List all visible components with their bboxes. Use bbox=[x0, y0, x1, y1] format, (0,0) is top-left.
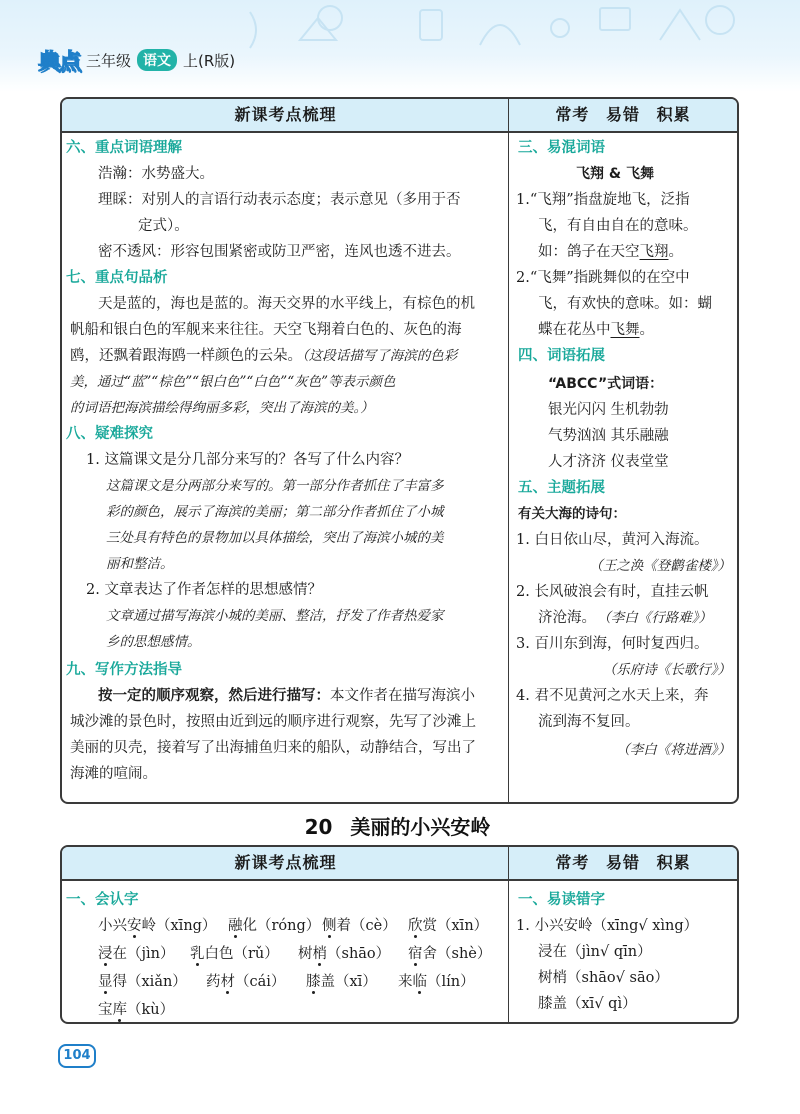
target-char: 宿 bbox=[408, 946, 423, 962]
section-9-title: 九、写作方法指导 bbox=[66, 662, 182, 678]
poem-source: （王之涣《登鹳雀楼》） bbox=[589, 558, 731, 574]
poem-line: 1. 白日依山尽，黄河入海流。 bbox=[516, 532, 709, 548]
poem-source: （乐府诗《长歌行》） bbox=[602, 662, 731, 678]
underlined-word: 飞翔 bbox=[639, 244, 669, 260]
text-span: 来 bbox=[398, 974, 413, 990]
text-span: 着（cè） bbox=[336, 918, 397, 934]
text-span: （lín） bbox=[427, 974, 475, 990]
text-span: 化（róng） bbox=[242, 918, 321, 934]
text-span: （shāo） bbox=[327, 946, 391, 962]
target-char: 材 bbox=[220, 974, 235, 990]
section-8-title: 八、疑难探究 bbox=[66, 426, 153, 442]
text-line: 理睬：对别人的言语行动表示态度；表示意见（多用于否 bbox=[98, 192, 461, 208]
target-char: 临 bbox=[412, 974, 427, 990]
target-char: 乳 bbox=[190, 946, 205, 962]
section-3-title: 三、易混词语 bbox=[518, 140, 605, 156]
text-span: 。 bbox=[668, 244, 683, 260]
word-row: 人才济济 仪表堂堂 bbox=[548, 454, 669, 470]
word-row: 银光闪闪 生机勃勃 bbox=[548, 402, 669, 418]
char-item bbox=[98, 915, 216, 937]
text-span: 宝 bbox=[98, 1002, 113, 1018]
word-row: 气势汹汹 其乐融融 bbox=[548, 428, 669, 444]
panel-header bbox=[62, 99, 737, 133]
lesson-number: 20 bbox=[304, 815, 333, 839]
annotation-line: 美，通过“蓝”“棕色”“银白色”“白色”“灰色”等表示颜色 bbox=[70, 374, 396, 390]
section-1-title: 一、会认字 bbox=[66, 892, 139, 908]
question-line: 2. 文章表达了作者怎样的思想感情？ bbox=[86, 582, 322, 598]
question-line: 1. 这篇课文是分几部分来写的？各写了什么内容？ bbox=[86, 452, 409, 468]
poem-source: （李白《行路难》） bbox=[604, 610, 712, 626]
right-column-title: 常考 易错 积累 bbox=[555, 853, 691, 872]
left-column-title: 新课考点梳理 bbox=[234, 105, 337, 124]
poem-line: 4. 君不见黄河之水天上来，奔 bbox=[516, 688, 709, 704]
lesson-name: 美丽的小兴安岭 bbox=[350, 815, 491, 839]
target-char: 欣 bbox=[408, 918, 423, 934]
section-5-title: 五、主题拓展 bbox=[518, 480, 605, 496]
section-6-title: 六、重点词语理解 bbox=[66, 140, 182, 156]
pronunciation-line: 浸在（jìn√ qīn） bbox=[538, 944, 652, 960]
char-item bbox=[98, 943, 174, 965]
column-divider bbox=[508, 847, 509, 1022]
section-7-title: 七、重点句品析 bbox=[66, 270, 168, 286]
char-item bbox=[408, 915, 488, 937]
text-line: 帆船和银白色的军舰来来往往。天空飞翔着白色的、灰色的海 bbox=[70, 322, 462, 338]
char-item bbox=[398, 971, 475, 993]
text-span: （kù） bbox=[127, 1002, 175, 1018]
text-line bbox=[70, 345, 457, 367]
text-span: 。 bbox=[639, 322, 654, 338]
annotation-text: （这段话描写了海滨的色彩 bbox=[302, 348, 458, 364]
poem-source: （李白《将进酒》） bbox=[616, 742, 731, 758]
lesson-19-panel bbox=[60, 97, 739, 804]
text-span: 鸥，还飘着跟海鸥一样颜色的云朵。 bbox=[70, 348, 302, 364]
text-line: 飞，有自由自在的意味。 bbox=[538, 218, 698, 234]
target-char: 梢 bbox=[312, 946, 327, 962]
char-item bbox=[322, 915, 397, 937]
top-banner bbox=[0, 0, 800, 92]
text-span: 盖（xī） bbox=[320, 974, 377, 990]
term-label: 上(R版) bbox=[183, 51, 236, 70]
poem-line bbox=[538, 607, 712, 629]
poem-line: 流到海不复回。 bbox=[538, 714, 640, 730]
text-line: 1.“飞翔”指盘旋地飞，泛指 bbox=[516, 192, 690, 208]
answer-line: 丽和整洁。 bbox=[106, 556, 174, 572]
char-item bbox=[408, 943, 491, 965]
text-span: 小兴 bbox=[98, 918, 127, 934]
text-line: 城沙滩的景色时，按照由近到远的顺序进行观察，先写了沙滩上 bbox=[70, 714, 476, 730]
left-column-title: 新课考点梳理 bbox=[234, 853, 337, 872]
lesson-20-panel bbox=[60, 845, 739, 1024]
lesson-title bbox=[60, 811, 735, 840]
subject-badge: 语文 bbox=[137, 49, 177, 71]
target-char: 浸 bbox=[98, 946, 113, 962]
text-span: 得（xiǎn） bbox=[112, 974, 187, 990]
text-line: 定式）。 bbox=[138, 218, 189, 234]
poem-label: 有关大海的诗句： bbox=[518, 506, 626, 522]
text-line: 天是蓝的，海也是蓝的。海天交界的水平线上，有棕色的机 bbox=[98, 296, 475, 312]
page-number: 104 bbox=[58, 1044, 96, 1068]
text-span: 本文作者在描写海滨小 bbox=[330, 688, 475, 704]
text-span: （cái） bbox=[235, 974, 286, 990]
panel-header bbox=[62, 847, 737, 881]
section-1-title: 一、易读错字 bbox=[518, 892, 605, 908]
char-item bbox=[206, 971, 285, 993]
text-line: 浩瀚：水势盛大。 bbox=[98, 166, 214, 182]
text-span: 岭（xīng） bbox=[141, 918, 217, 934]
target-char: 安 bbox=[127, 918, 142, 934]
text-span: 赏（xīn） bbox=[422, 918, 489, 934]
answer-line: 乡的思想感情。 bbox=[106, 634, 201, 650]
text-line: 海滩的喧闹。 bbox=[70, 766, 157, 782]
poem-line: 3. 百川东到海，何时复西归。 bbox=[516, 636, 709, 652]
text-span: 白色（rǔ） bbox=[204, 946, 279, 962]
target-char: 库 bbox=[112, 1002, 127, 1018]
bold-lead: 按一定的顺序观察，然后进行描写： bbox=[98, 688, 330, 704]
target-char: 膝 bbox=[306, 974, 321, 990]
pronunciation-line: 树梢（shāo√ sāo） bbox=[538, 970, 669, 986]
answer-line: 这篇课文是分两部分来写的。第一部分作者抓住了丰富多 bbox=[106, 478, 444, 494]
char-item bbox=[298, 943, 390, 965]
underlined-word: 飞舞 bbox=[610, 322, 640, 338]
annotation-line: 的词语把海滨描绘得绚丽多彩，突出了海滨的美。） bbox=[70, 400, 374, 416]
text-span: 济沧海。 bbox=[538, 610, 596, 626]
text-line bbox=[538, 319, 654, 341]
text-span: 蝶在花丛中 bbox=[538, 322, 611, 338]
section-4-title: 四、词语拓展 bbox=[518, 348, 605, 364]
text-line: 密不透风：形容包围紧密或防卫严密，连风也透不进去。 bbox=[98, 244, 461, 260]
right-column-title: 常考 易错 积累 bbox=[555, 105, 691, 124]
answer-line: 文章通过描写海滨小城的美丽、整洁，抒发了作者热爱家 bbox=[106, 608, 444, 624]
book-header bbox=[38, 46, 235, 74]
text-line: 美丽的贝壳，接着写了出海捕鱼归来的船队，动静结合，写出了 bbox=[70, 740, 476, 756]
char-item bbox=[190, 943, 279, 965]
char-item bbox=[98, 971, 187, 993]
char-item bbox=[228, 915, 320, 937]
pronunciation-line: 1. 小兴安岭（xīng√ xìng） bbox=[516, 918, 699, 934]
grade-label: 三年级 bbox=[86, 51, 132, 70]
column-divider bbox=[508, 99, 509, 802]
text-span: 树 bbox=[298, 946, 313, 962]
pronunciation-line: 膝盖（xī√ qì） bbox=[538, 996, 637, 1012]
answer-line: 彩的颜色，展示了海滨的美丽；第二部分作者抓住了小城 bbox=[106, 504, 444, 520]
text-line bbox=[538, 241, 683, 263]
answer-line: 三处具有特色的景物加以具体描绘，突出了海滨小城的美 bbox=[106, 530, 444, 546]
word-pair: 飞翔 & 飞舞 bbox=[576, 166, 654, 182]
target-char: 侧 bbox=[322, 918, 337, 934]
word-type-label: “ABCC”式词语： bbox=[548, 376, 664, 392]
text-span: 如：鸽子在天空 bbox=[538, 244, 640, 260]
char-item bbox=[98, 999, 174, 1021]
text-span: 舍（shè） bbox=[422, 946, 492, 962]
target-char: 融 bbox=[228, 918, 243, 934]
text-span: 药 bbox=[206, 974, 221, 990]
target-char: 显 bbox=[98, 974, 113, 990]
poem-line: 2. 长风破浪会有时，直挂云帆 bbox=[516, 584, 709, 600]
text-line bbox=[98, 685, 475, 707]
brand-logo: 典点 bbox=[38, 49, 81, 75]
text-span: 在（jìn） bbox=[112, 946, 175, 962]
text-line: 2.“飞舞”指跳舞似的在空中 bbox=[516, 270, 690, 286]
text-line: 飞，有欢快的意味。如：蝴 bbox=[538, 296, 712, 312]
char-item bbox=[306, 971, 377, 993]
